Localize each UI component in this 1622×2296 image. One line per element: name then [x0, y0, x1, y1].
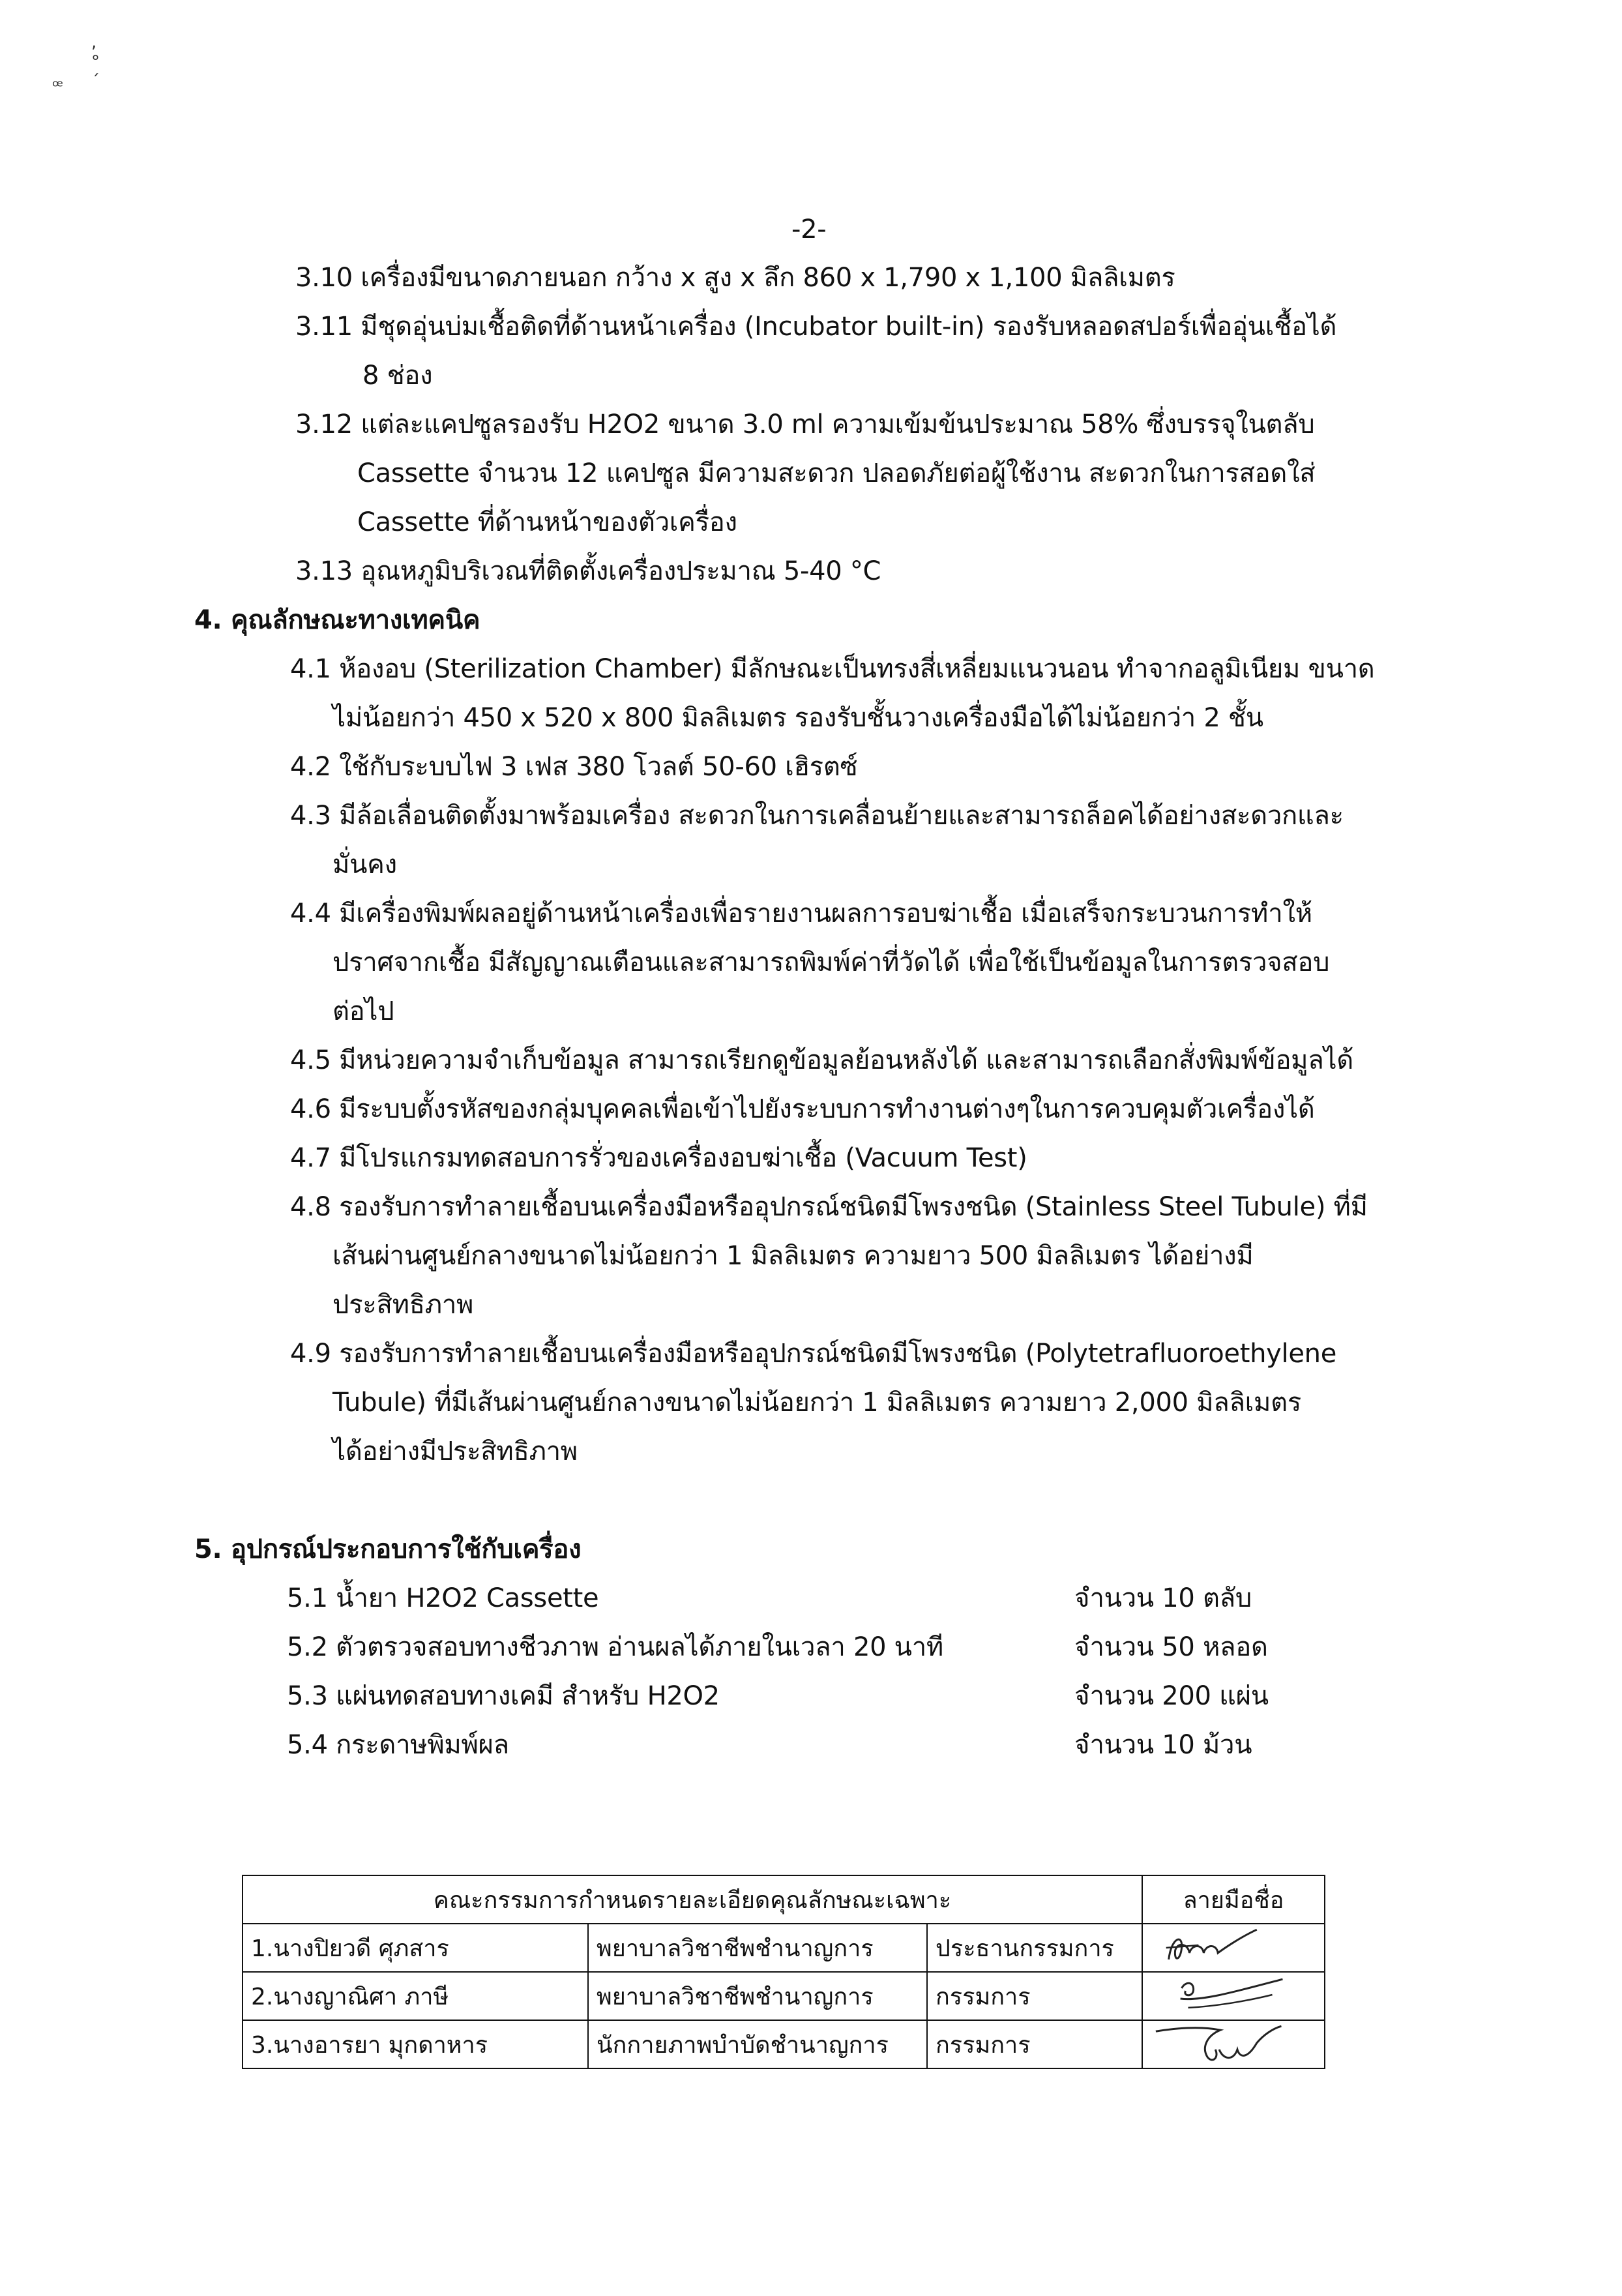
section5-heading: 5. อุปกรณ์ประกอบการใช้กับเครื่อง: [194, 1534, 582, 1564]
item-4-8-line-1: 4.8 รองรับการทำลายเชื้อบนเครื่องมือหรืออุปกรณ์ชนิดมีโพรงชนิด (Stainless Steel Tubule) ที่มี: [290, 1192, 1368, 1222]
item-3-10-line-1: 3.10 เครื่องมีขนาดภายนอก กว้าง x สูง x ลึก 860 x 1,790 x 1,100 มิลลิเมตร: [295, 263, 1175, 293]
member-role: กรรมการ: [927, 1972, 1142, 2020]
member-role: กรรมการ: [927, 2020, 1142, 2068]
table-row: [243, 1972, 1325, 2020]
item-4-8-line-2: เส้นผ่านศูนย์กลางขนาดไม่น้อยกว่า 1 มิลลิเมตร ความยาว 500 มิลลิเมตร ได้อย่างมี: [332, 1241, 1254, 1271]
signature: [1142, 2020, 1325, 2068]
member-role: ประธานกรรมการ: [927, 1924, 1142, 1972]
item-3-11-line-2: 8 ช่อง: [362, 361, 433, 391]
item-4-9-line-2: Tubule) ที่มีเส้นผ่านศูนย์กลางขนาดไม่น้อยกว่า 1 มิลลิเมตร ความยาว 2,000 มิลลิเมตร: [332, 1388, 1301, 1418]
signature: [1142, 1924, 1325, 1972]
committee-table: [242, 1875, 1325, 2069]
committee-header-row: [243, 1875, 1325, 1924]
item-4-5-line-1: 4.5 มีหน่วยความจำเก็บข้อมูล สามารถเรียกดูข้อมูลย้อนหลังได้ และสามารถเลือกสั่งพิมพ์ข้อมูลได้: [290, 1045, 1353, 1075]
signature-image: [1143, 2021, 1324, 2068]
item-3-12-line-2: Cassette จำนวน 12 แคปซูล มีความสะดวก ปลอดภัยต่อผู้ใช้งาน สะดวกในการสอดใส่: [357, 458, 1316, 488]
item-4-1-line-1: 4.1 ห้องอบ (Sterilization Chamber) มีลักษณะเป็นทรงสี่เหลี่ยมแนวนอน ทำจากอลูมิเนียม ขนาด: [290, 654, 1375, 684]
member-position: พยาบาลวิชาชีพชำนาญการ: [588, 1972, 927, 2020]
signature-header: ลายมือชื่อ: [1142, 1875, 1325, 1924]
member-position: นักกายภาพบำบัดชำนาญการ: [588, 2020, 927, 2068]
item-4-4-line-1: 4.4 มีเครื่องพิมพ์ผลอยู่ด้านหน้าเครื่องเพื่อรายงานผลการอบฆ่าเชื้อ เมื่อเสร็จกระบวนการทำให้: [290, 899, 1312, 929]
section4-heading: 4. คุณลักษณะทางเทคนิค: [194, 605, 480, 635]
committee-header: คณะกรรมการกำหนดรายละเอียดคุณลักษณะเฉพาะ: [243, 1875, 1142, 1924]
accessory-qty: จำนวน 10 ตลับ: [1074, 1583, 1252, 1613]
item-4-6-line-1: 4.6 มีระบบตั้งรหัสของกลุ่มบุคคลเพื่อเข้าไปยังระบบการทำงานต่างๆในการควบคุมตัวเครื่องได้: [290, 1094, 1315, 1124]
member-name: 2.นางญาณิศา ภาษี: [243, 1972, 588, 2020]
item-3-11-line-1: 3.11 มีชุดอุ่นบ่มเชื้อติดที่ด้านหน้าเครื่อง (Incubator built-in) รองรับหลอดสปอร์เพื่ออุ่นเชื้อได้: [295, 312, 1337, 342]
item-4-3-line-2: มั่นคง: [332, 850, 397, 880]
signature: [1142, 1972, 1325, 2020]
item-4-9-line-3: ได้อย่างมีประสิทธิภาพ: [332, 1437, 578, 1467]
item-4-3-line-1: 4.3 มีล้อเลื่อนติดตั้งมาพร้อมเครื่อง สะดวกในการเคลื่อนย้ายและสามารถล็อคได้อย่างสะดวกและ: [290, 801, 1344, 831]
item-4-4-line-2: ปราศจากเชื้อ มีสัญญาณเตือนและสามารถพิมพ์ค่าที่วัดได้ เพื่อใช้เป็นข้อมูลในการตรวจสอบ: [332, 947, 1330, 977]
member-name: 3.นางอารยา มุกดาหาร: [243, 2020, 588, 2068]
signature-image: [1143, 1973, 1324, 2020]
accessory-name: 5.2 ตัวตรวจสอบทางชีวภาพ อ่านผลได้ภายในเวลา 20 นาที: [287, 1632, 943, 1662]
accessory-name: 5.1 น้ำยา H2O2 Cassette: [287, 1583, 599, 1613]
item-4-2-line-1: 4.2 ใช้กับระบบไฟ 3 เฟส 380 โวลต์ 50-60 เฮิรตซ์: [290, 752, 858, 782]
item-4-8-line-3: ประสิทธิภาพ: [332, 1290, 474, 1320]
page-number: -2-: [791, 215, 827, 245]
item-3-12-line-3: Cassette ที่ด้านหน้าของตัวเครื่อง: [357, 507, 737, 537]
signature-image: [1143, 1924, 1324, 1971]
document-page: , ° ˊ ꟹ -2- 3.10 เครื่องมีขนาดภายนอก กว้าง x สูง x ลึก 860 x 1,790 x 1,100 มิลลิเมตร 3.11 มีชุดอุ่นบ่มเชื้อติดที่ด้านหน้าเครื่อง (Incubator built-in) รองรับหลอดสปอร์เพื่ออุ่นเชื้อได้ 8 ช่อง 3.12 แต่ละแคปซูลรองรับ H2O2 ขนาด 3.0 ml ความเข้มข้นประมาณ 58% ซึ่งบรรจุในตลับ Cassette จำนวน 12 แคปซูล มีความสะดวก ปลอดภัยต่อผู้ใช้งาน สะดวกในการสอดใส่ Cassette ที่ด้านหน้าของตัวเครื่อง 3.13 อุณหภูมิบริเวณที่ติดตั้งเครื่องประมาณ 5-40 °C 4. คุณลักษณะทางเทคนิค 4.1 ห้องอบ (Sterilization Chamber) มีลักษณะเป็นทรงสี่เหลี่ยมแนวนอน ทำจากอลูมิเนียม ขนาด ไม่น้อยกว่า 450 x 520 x 800 มิลลิเมตร รองรับชั้นวางเครื่องมือได้ไม่น้อยกว่า 2 ชั้น 4.2 ใช้กับระบบไฟ 3 เฟส 380 โวลต์ 50-60 เฮิรตซ์ 4.3 มีล้อเลื่อนติดตั้งมาพร้อมเครื่อง สะดวกในการเคลื่อนย้ายและสามารถล็อคได้อย่างสะดวกและ มั่นคง 4.4 มีเครื่องพิมพ์ผลอยู่ด้านหน้าเครื่องเพื่อรายงานผลการอบฆ่าเชื้อ เมื่อเสร็จกระบวนการทำให้ ปราศจากเชื้อ มีสัญญาณเตือนและสามารถพิมพ์ค่าที่วัดได้ เพื่อใช้เป็นข้อมูลในการตรวจสอบ ต่อไป 4.5 มีหน่วยความจำเก็บข้อมูล สามารถเรียกดูข้อมูลย้อนหลังได้ และสามารถเลือกสั่งพิมพ์ข้อมูลได้ 4.6 มีระบบตั้งรหัสของกลุ่มบุคคลเพื่อเข้าไปยังระบบการทำงานต่างๆในการควบคุมตัวเครื่องได้ 4.7 มีโปรแกรมทดสอบการรั่วของเครื่องอบฆ่าเชื้อ (Vacuum Test) 4.8 รองรับการทำลายเชื้อบนเครื่องมือหรืออุปกรณ์ชนิดมีโพรงชนิด (Stainless Steel Tubule) ที่มี เส้นผ่านศูนย์กลางขนาดไม่น้อยกว่า 1 มิลลิเมตร ความยาว 500 มิลลิเมตร ได้อย่างมี ประสิทธิภาพ 4.9 รองรับการทำลายเชื้อบนเครื่องมือหรืออุปกรณ์ชนิดมีโพรงชนิด (Polytetrafluoroethylene Tubule) ที่มีเส้นผ่านศูนย์กลางขนาดไม่น้อยกว่า 1 มิลลิเมตร ความยาว 2,000 มิลลิเมตร ได้อย่างมีประสิทธิภาพ 5. อุปกรณ์ประกอบการใช้กับเครื่อง 5.1 น้ำยา H2O2 Cassette จำนวน 10 ตลับ 5.2 ตัวตรวจสอบทางชีวภาพ อ่านผลได้ภายในเวลา 20 นาที จำนวน 50 หลอด 5.3 แผ่นทดสอบทางเคมี สำหรับ H2O2 จำนวน 200 แผ่น 5.4 กระดาษพิมพ์ผล จำนวน 10 ม้วน คณะกรรมการกำหนดรายละเอียดคุณลักษณะเฉพาะ ลายมือชื่อ 1.นางปิยวดี ศุภสาร พยาบาลวิชาชีพชำนาญการ ประธานกรรมการ 2.นางญาณิศา ภาษี พยาบาลวิชาชีพชำนาญการ กรรมการ 3.นางอารยา มุกดาหาร นักกายภาพบำบัดชำนาญการ กรรมการ: [0, 0, 1622, 2296]
accessory-name: 5.3 แผ่นทดสอบทางเคมี สำหรับ H2O2: [287, 1681, 720, 1711]
member-position: พยาบาลวิชาชีพชำนาญการ: [588, 1924, 927, 1972]
item-3-13-line-1: 3.13 อุณหภูมิบริเวณที่ติดตั้งเครื่องประมาณ 5-40 °C: [295, 556, 881, 586]
item-4-9-line-1: 4.9 รองรับการทำลายเชื้อบนเครื่องมือหรืออุปกรณ์ชนิดมีโพรงชนิด (Polytetrafluoroethylene: [290, 1339, 1337, 1369]
item-4-7-line-1: 4.7 มีโปรแกรมทดสอบการรั่วของเครื่องอบฆ่าเชื้อ (Vacuum Test): [290, 1143, 1027, 1173]
member-name: 1.นางปิยวดี ศุภสาร: [243, 1924, 588, 1972]
item-3-12-line-1: 3.12 แต่ละแคปซูลรองรับ H2O2 ขนาด 3.0 ml ความเข้มข้นประมาณ 58% ซึ่งบรรจุในตลับ: [295, 410, 1315, 440]
accessory-qty: จำนวน 50 หลอด: [1074, 1632, 1268, 1662]
table-row: [243, 2020, 1325, 2068]
accessory-qty: จำนวน 200 แผ่น: [1074, 1681, 1269, 1711]
table-row: [243, 1924, 1325, 1972]
accessory-qty: จำนวน 10 ม้วน: [1074, 1730, 1252, 1760]
accessory-name: 5.4 กระดาษพิมพ์ผล: [287, 1730, 509, 1760]
item-4-1-line-2: ไม่น้อยกว่า 450 x 520 x 800 มิลลิเมตร รองรับชั้นวางเครื่องมือได้ไม่น้อยกว่า 2 ชั้น: [332, 703, 1263, 733]
item-4-4-line-3: ต่อไป: [332, 996, 394, 1026]
